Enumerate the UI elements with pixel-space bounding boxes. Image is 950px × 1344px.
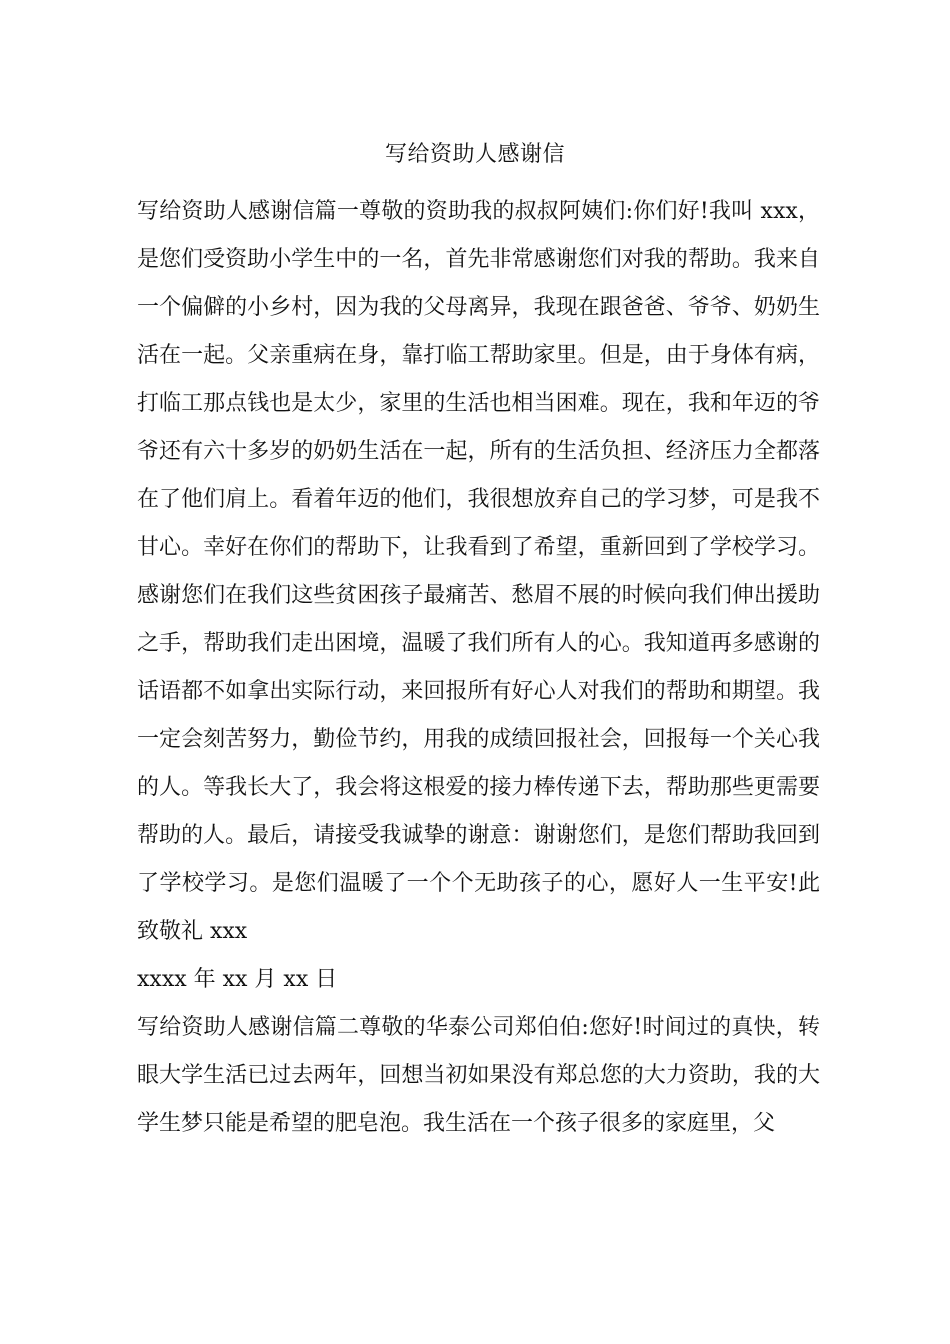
document-title: 写给资助人感谢信: [384, 142, 565, 167]
paragraph-letter-two: 写给资助人感谢信篇二尊敬的华泰公司郑伯伯:您好!时间过的真快，转眼大学生活已过去两年，回想当初如果没有郑总您的大力资助，我的大学生梦只能是希望的肥皂泡。我生活在一个孩子很多的家庭里，父: [137, 1015, 820, 1136]
paragraph-date: xxxx 年 xx 月 xx 日: [137, 967, 338, 992]
paragraph-letter-one: 写给资助人感谢信篇一尊敬的资助我的叔叔阿姨们:你们好!我叫 xxx，是您们受资助小学生中的一名，首先非常感谢您们对我的帮助。我来自一个偏僻的小乡村，因为我的父母离异，我现在跟爸爸、爷爷、奶奶生活在一起。父亲重病在身，靠打临工帮助家里。但是，由于身体有病，打临工那点钱也是太少，家里的生活也相当困难。现在，我和年迈的爷爷还有六十多岁的奶奶生活在一起，所有的生活负担、经济压力全都落在了他们肩上。看着年迈的他们，我很想放弃自己的学习梦，可是我不甘心。幸好在你们的帮助下，让我看到了希望，重新回到了学校学习。感谢您们在我们这些贫困孩子最痛苦、愁眉不展的时候向我们伸出援助之手，帮助我们走出困境，温暖了我们所有人的心。我知道再多感谢的话语都不如拿出实际行动，来回报所有好心人对我们的帮助和期望。我一定会刻苦努力，勤俭节约，用我的成绩回报社会，回报每一个关心我的人。等我长大了，我会将这根爱的接力棒传递下去，帮助那些更需要帮助的人。最后，请接受我诚挚的谢意：谢谢您们，是您们帮助我回到了学校学习。是您们温暖了一个个无助孩子的心，愿好人一生平安!此致敬礼 xxx: [137, 199, 820, 944]
document-body: [137, 188, 820, 1148]
